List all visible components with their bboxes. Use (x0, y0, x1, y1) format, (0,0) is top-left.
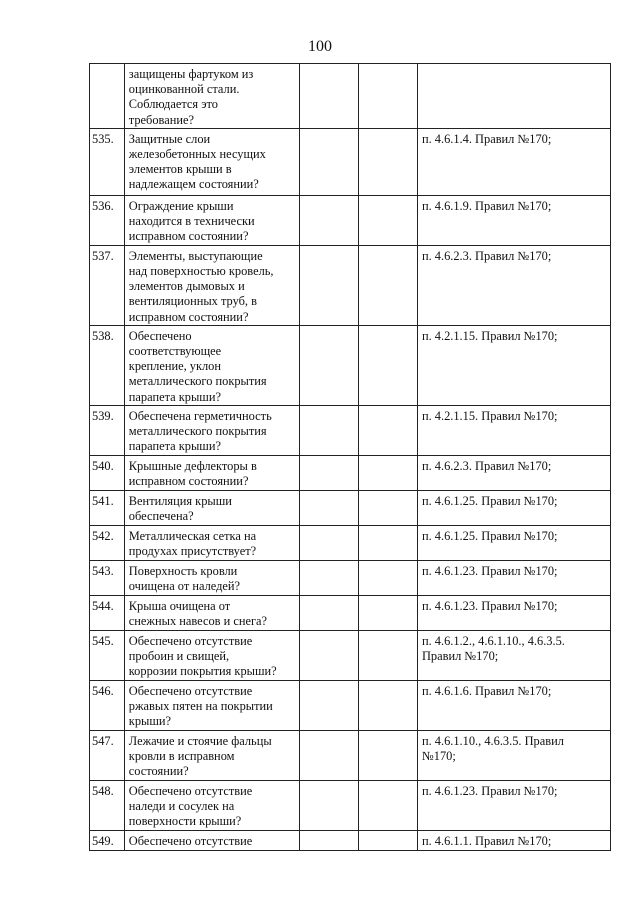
empty-cell-cell (299, 195, 358, 245)
row-number: 540. (92, 458, 114, 473)
row-number-cell (90, 405, 125, 455)
reference-text: п. 4.6.2.3. Правил №170; (421, 458, 552, 473)
table-row (90, 730, 611, 780)
table-row (90, 195, 611, 245)
question-text: Крыша очищена от снежных навесов и снега? (128, 598, 268, 629)
page-number: 100 (308, 38, 332, 55)
row-number-cell (90, 490, 125, 525)
row-number: 549. (92, 833, 114, 848)
question-text-cell (124, 128, 299, 195)
row-number-cell (90, 64, 125, 129)
empty-cell-cell (299, 128, 358, 195)
row-number-cell (90, 680, 125, 730)
row-number-cell (90, 195, 125, 245)
question-text: Обеспечено отсутствие (128, 833, 253, 848)
question-text: Вентиляция крыши обеспечена? (128, 493, 232, 524)
table-row (90, 630, 611, 680)
question-text-cell (124, 780, 299, 830)
empty-cell-cell (299, 525, 358, 560)
row-number-cell (90, 325, 125, 405)
reference-text-cell (417, 560, 610, 595)
empty-cell-cell (299, 730, 358, 780)
question-text: Обеспечено отсутствие пробоин и свищей, коррозии покрытия крыши? (128, 633, 277, 679)
reference-text: п. 4.6.1.23. Правил №170; (421, 598, 558, 613)
question-text: Ограждение крыши находится в технически исправном состоянии? (128, 198, 255, 244)
reference-text-cell (417, 630, 610, 680)
table-row (90, 595, 611, 630)
empty-cell-cell (358, 730, 417, 780)
reference-text: п. 4.6.1.1. Правил №170; (421, 833, 552, 848)
table-body (90, 64, 611, 851)
empty-cell-cell (299, 245, 358, 325)
empty-cell-cell (358, 405, 417, 455)
empty-cell-cell (358, 595, 417, 630)
row-number-cell (90, 455, 125, 490)
row-number: 535. (92, 131, 114, 146)
row-number-cell (90, 525, 125, 560)
empty-cell-cell (358, 64, 417, 129)
reference-text-cell (417, 195, 610, 245)
row-number: 545. (92, 633, 114, 648)
empty-cell-cell (299, 455, 358, 490)
reference-text: п. 4.6.2.3. Правил №170; (421, 248, 552, 263)
reference-text-cell (417, 245, 610, 325)
reference-text: п. 4.6.1.4. Правил №170; (421, 131, 552, 146)
row-number-cell (90, 630, 125, 680)
row-number: 541. (92, 493, 114, 508)
reference-text: п. 4.6.1.25. Правил №170; (421, 493, 558, 508)
reference-text-cell (417, 780, 610, 830)
reference-text: п. 4.6.1.6. Правил №170; (421, 683, 552, 698)
empty-cell-cell (358, 525, 417, 560)
reference-text: п. 4.6.1.25. Правил №170; (421, 528, 558, 543)
reference-text: п. 4.2.1.15. Правил №170; (421, 328, 558, 343)
empty-cell-cell (358, 780, 417, 830)
reference-text-cell (417, 325, 610, 405)
table-row (90, 325, 611, 405)
question-text-cell (124, 325, 299, 405)
reference-text: п. 4.2.1.15. Правил №170; (421, 408, 558, 423)
table-row (90, 405, 611, 455)
question-text-cell (124, 490, 299, 525)
empty-cell-cell (358, 830, 417, 850)
question-text-cell (124, 195, 299, 245)
question-text-cell (124, 525, 299, 560)
table-row (90, 680, 611, 730)
table-row (90, 245, 611, 325)
empty-cell-cell (358, 455, 417, 490)
question-text: Крышные дефлекторы в исправном состоянии? (128, 458, 257, 489)
question-text: Металлическая сетка на продухах присутствует? (128, 528, 257, 559)
empty-cell-cell (299, 630, 358, 680)
table-row (90, 490, 611, 525)
question-text: Защитные слои железобетонных несущих элементов крыши в надлежащем состоянии? (128, 131, 266, 192)
reference-text-cell (417, 680, 610, 730)
empty-cell-cell (358, 630, 417, 680)
row-number: 536. (92, 198, 114, 213)
row-number-cell (90, 245, 125, 325)
reference-text: п. 4.6.1.23. Правил №170; (421, 563, 558, 578)
empty-cell-cell (299, 595, 358, 630)
reference-text-cell (417, 730, 610, 780)
question-text-cell (124, 830, 299, 850)
row-number-cell (90, 830, 125, 850)
row-number-cell (90, 595, 125, 630)
reference-text: п. 4.6.1.23. Правил №170; (421, 783, 558, 798)
question-text-cell (124, 405, 299, 455)
question-text: Обеспечена герметичность металлического покрытия парапета крыши? (128, 408, 272, 454)
reference-text-cell (417, 455, 610, 490)
table-row (90, 455, 611, 490)
question-text-cell (124, 455, 299, 490)
empty-cell-cell (299, 64, 358, 129)
row-number: 542. (92, 528, 114, 543)
table-row (90, 128, 611, 195)
question-text-cell (124, 730, 299, 780)
row-number-cell (90, 780, 125, 830)
empty-cell-cell (299, 560, 358, 595)
empty-cell-cell (358, 560, 417, 595)
reference-text: п. 4.6.1.10., 4.6.3.5. Правил №170; (421, 733, 564, 764)
requirements-table (89, 63, 611, 851)
table-row (90, 780, 611, 830)
reference-text-cell (417, 64, 610, 129)
reference-text-cell (417, 525, 610, 560)
question-text: защищены фартуком из оцинкованной стали. Соблюдается это требование? (128, 67, 254, 127)
reference-text: п. 4.6.1.2., 4.6.1.10., 4.6.3.5. Правил №170; (421, 633, 565, 664)
question-text: Лежачие и стоячие фальцы кровли в исправном состоянии? (128, 733, 272, 779)
reference-text-cell (417, 490, 610, 525)
row-number: 544. (92, 598, 114, 613)
question-text: Обеспечено отсутствие наледи и сосулек на поверхности крыши? (128, 783, 253, 829)
row-number-cell (90, 560, 125, 595)
question-text: Поверхность кровли очищена от наледей? (128, 563, 241, 594)
reference-text-cell (417, 405, 610, 455)
empty-cell-cell (358, 128, 417, 195)
row-number: 538. (92, 328, 114, 343)
row-number: 537. (92, 248, 114, 263)
row-number: 547. (92, 733, 114, 748)
table-row (90, 560, 611, 595)
empty-cell-cell (299, 680, 358, 730)
question-text-cell (124, 680, 299, 730)
row-number: 548. (92, 783, 114, 798)
question-text-cell (124, 560, 299, 595)
reference-text-cell (417, 128, 610, 195)
reference-text: п. 4.6.1.9. Правил №170; (421, 198, 552, 213)
empty-cell-cell (299, 405, 358, 455)
empty-cell-cell (299, 780, 358, 830)
row-number-cell (90, 128, 125, 195)
empty-cell-cell (358, 680, 417, 730)
table-row (90, 830, 611, 850)
row-number: 546. (92, 683, 114, 698)
reference-text-cell (417, 595, 610, 630)
empty-cell-cell (358, 490, 417, 525)
question-text-cell (124, 630, 299, 680)
question-text: Обеспечено отсутствие ржавых пятен на покрытии крыши? (128, 683, 273, 729)
empty-cell-cell (299, 830, 358, 850)
row-number: 539. (92, 408, 114, 423)
question-text-cell (124, 595, 299, 630)
empty-cell-cell (358, 245, 417, 325)
question-text-cell (124, 245, 299, 325)
row-number: 543. (92, 563, 114, 578)
question-text: Элементы, выступающие над поверхностью кровель, элементов дымовых и вентиляционных труб, в исправном состоянии? (128, 248, 274, 324)
empty-cell-cell (358, 195, 417, 245)
reference-text-cell (417, 830, 610, 850)
question-text: Обеспечено соответствующее крепление, уклон металлического покрытия парапета крыши? (128, 328, 267, 404)
table-row (90, 525, 611, 560)
empty-cell-cell (299, 490, 358, 525)
question-text-cell (124, 64, 299, 129)
empty-cell-cell (358, 325, 417, 405)
table-row (90, 64, 611, 129)
row-number-cell (90, 730, 125, 780)
empty-cell-cell (299, 325, 358, 405)
